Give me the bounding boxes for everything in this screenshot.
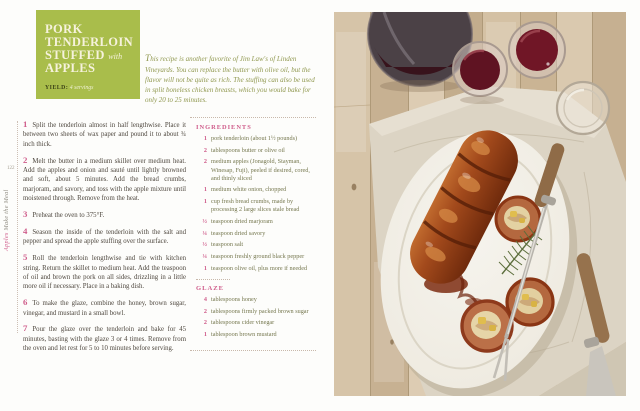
- step-number: 6: [23, 297, 28, 308]
- ingredient-text: teaspoon dried marjoram: [211, 218, 273, 225]
- glaze-heading: GLAZE: [196, 284, 225, 292]
- step-7: [23, 324, 186, 353]
- step-number: 5: [23, 252, 28, 263]
- step-3: [23, 210, 186, 220]
- chapter-label-apples: Apples: [3, 232, 10, 251]
- ingredient-qty: 1: [203, 264, 207, 272]
- ingredient-item: [196, 198, 311, 214]
- pork-slice-top: [496, 197, 540, 241]
- glaze-item: [196, 319, 311, 327]
- ingredient-text: tablespoon brown mustard: [211, 331, 277, 338]
- glaze-item: [196, 296, 311, 304]
- ingredient-item: [196, 253, 311, 261]
- step-text: Melt the butter in a medium skillet over medium heat. Add the apples and onion and sauté until lightly browned and soft, about 5 minutes. Add the bread crumbs, marjoram, and savory, and toss with the apple mixture until moistened through. Remove from the heat.: [23, 157, 186, 203]
- ingredient-qty: ¼: [202, 229, 207, 237]
- yield-value: 4 servings: [68, 84, 94, 91]
- title-stuffed: STUFFED: [45, 48, 105, 63]
- ingredient-qty: 2: [203, 319, 207, 327]
- ingredient-qty: 2: [203, 146, 207, 154]
- ingredient-item: [196, 186, 311, 194]
- recipe-title-box: [36, 10, 140, 99]
- step-text: Roll the tenderloin lengthwise and tie with kitchen string. Return the skillet to medium heat. Add the teaspoon of oil and brown the pork on all sides, drizzling in a little more oil if necessary. Place in a baking dish.: [23, 255, 186, 291]
- ingredient-qty: ½: [202, 241, 207, 249]
- step-text: Pour the glaze over the tenderloin and bake for 45 minutes, basting with the glaze 3 or 4 times. Remove from the oven and let rest for 5 to 10 minutes before serving.: [23, 326, 186, 353]
- ingredient-qty: 1: [203, 198, 207, 206]
- dotted-divider: [196, 279, 230, 280]
- recipe-photo: [334, 12, 626, 396]
- ingredient-item: [196, 218, 311, 226]
- ingredient-qty: 2: [203, 307, 207, 315]
- page-number: 122: [7, 166, 15, 171]
- yield-line: [45, 85, 131, 91]
- step-number: 7: [23, 323, 28, 334]
- ingredient-item: [196, 158, 311, 183]
- ingredient-text: tablespoons butter or olive oil: [211, 146, 285, 154]
- title-line-1: PORK: [45, 22, 83, 36]
- ingredient-item: [196, 265, 311, 273]
- step-5: [23, 253, 186, 292]
- step-number: 4: [23, 225, 28, 236]
- step-text: Split the tenderloin almost in half lengthwise. Place it between two sheets of wax paper and pound it to about ¾ inch thick.: [23, 122, 186, 148]
- ingredient-qty: ½: [202, 218, 207, 225]
- step-text: Preheat the oven to 375°F.: [32, 212, 105, 219]
- title-line-4: APPLES: [45, 61, 96, 76]
- intro-note: This recipe is another favorite of Jim Law's of Linden Vineyards. You can replace the butter with olive oil, but the flavor will not be quite as rich. The stuffing can also be used in split boneless chicken breasts, which you would bake for only 20 to 25 minutes.: [145, 54, 315, 104]
- step-number: 3: [23, 209, 28, 219]
- instructions-list: [23, 120, 186, 360]
- glaze-item: [196, 331, 311, 339]
- ingredient-text: medium white onion, chopped: [211, 186, 287, 194]
- step-6: [23, 298, 186, 318]
- wine-glass-2: [509, 22, 565, 78]
- yield-label: YIELD:: [45, 84, 69, 91]
- ingredient-item: [196, 241, 311, 249]
- chapter-label-rest: Make the Meal: [3, 189, 10, 233]
- dotted-rule: [17, 121, 18, 333]
- ingredient-item: [196, 147, 311, 155]
- ingredient-qty: 4: [203, 295, 207, 303]
- ingredient-item: [196, 230, 311, 238]
- ingredients-box: [190, 117, 316, 351]
- ingredient-text: tablespoons firmly packed brown sugar: [211, 307, 309, 315]
- title-line-2: TENDERLOIN: [45, 35, 134, 50]
- step-1: [23, 120, 186, 149]
- ingredient-item: [196, 135, 311, 143]
- step-4: [23, 227, 186, 247]
- empty-glass: [557, 82, 609, 134]
- ingredient-text: pork tenderloin (about 1½ pounds): [211, 135, 298, 142]
- chapter-sidebar-label: [3, 176, 10, 254]
- ingredient-text: teaspoon olive oil, plus more if needed: [211, 264, 308, 272]
- title-with: with: [108, 52, 123, 62]
- step-text: Season the inside of the tenderloin with the salt and pepper and spread the apple stuffing over the surface.: [23, 228, 186, 246]
- ingredient-text: cup fresh bread crumbs, made by processing 2 large slices stale bread: [211, 198, 300, 214]
- step-2: [23, 156, 186, 204]
- ingredient-text: teaspoon dried savory: [211, 229, 266, 237]
- ingredient-qty: ¼: [202, 253, 207, 261]
- step-number: 1: [23, 119, 28, 129]
- ingredient-qty: 2: [203, 158, 207, 166]
- step-text: To make the glaze, combine the honey, brown sugar, vinegar, and mustard in a small bowl.: [23, 300, 186, 317]
- ingredient-qty: 1: [203, 331, 207, 338]
- ingredient-text: medium apples (Jonagold, Stayman, Winesap, Fuji), peeled if desired, cored, and thinly sliced: [211, 158, 310, 182]
- ingredient-qty: 1: [203, 135, 207, 142]
- glaze-item: [196, 308, 311, 316]
- ingredient-text: teaspoon freshly ground black pepper: [211, 253, 305, 261]
- ingredients-heading: INGREDIENTS: [196, 124, 252, 131]
- ingredient-text: tablespoons honey: [211, 295, 257, 303]
- step-number: 2: [23, 154, 28, 165]
- ingredient-text: tablespoons cider vinegar: [211, 319, 275, 327]
- ingredient-text: teaspoon salt: [211, 241, 244, 249]
- ingredient-qty: 1: [203, 186, 207, 194]
